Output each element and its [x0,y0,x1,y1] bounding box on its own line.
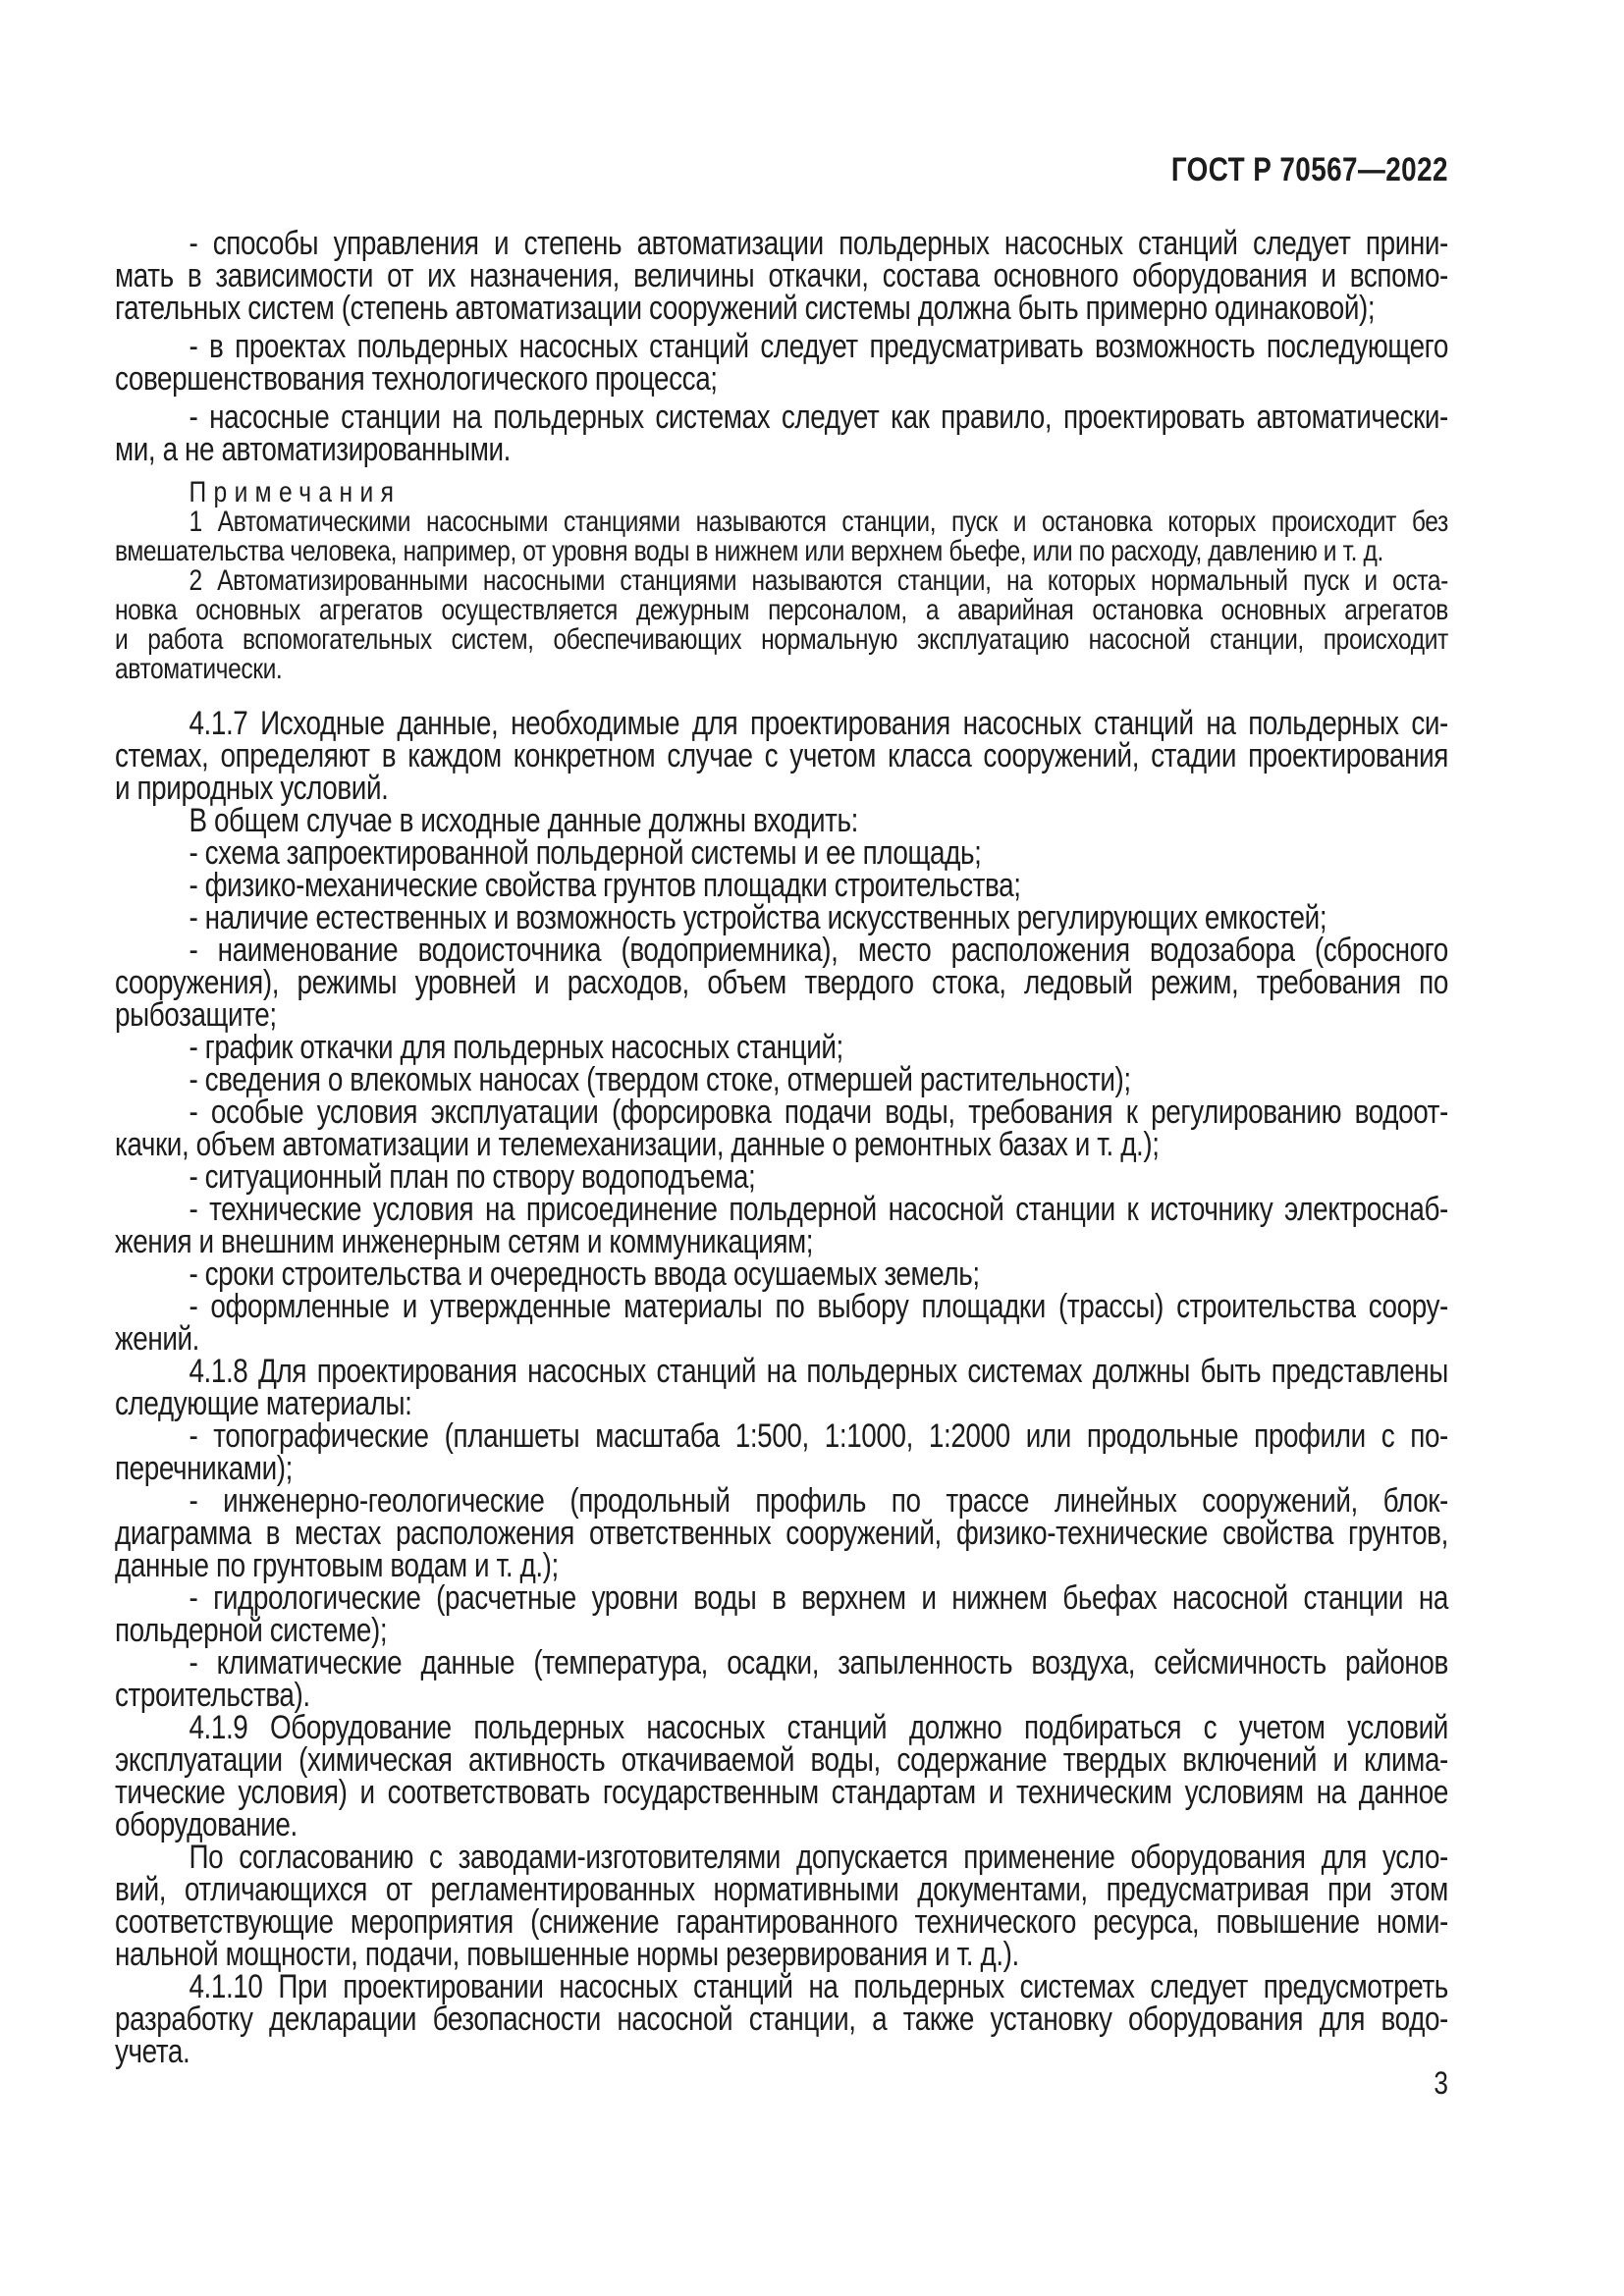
text-line: оборудование. [115,1806,298,1843]
document-content [115,225,1448,2070]
list-item [115,1096,1448,1161]
list-item [115,867,1448,904]
text-line: - технические условия на присоединение польдерной насосной станции к источнику электроснаб- [189,1191,1448,1228]
page-number: 3 [1434,2065,1448,2101]
text-line: ми, а не автоматизированными. [115,431,512,468]
text-line: - насосные станции на польдерных системах следует как правило, проектировать автоматически- [189,399,1448,436]
paragraph [115,1353,1448,1422]
text-line: жений. [115,1320,199,1358]
text-line: - в проектах польдерных насосных станций следует предусматривать возможность последующего [189,328,1448,365]
list-item [115,899,1448,936]
text-line: автоматически. [115,653,283,685]
list-item [115,1417,1448,1487]
text-line: совершенствования технологического процесса; [115,360,718,398]
text-line: - топографические (планшеты масштаба 1:500, 1:1000, 1:2000 или продольные профили с по- [189,1417,1448,1455]
text-line: мать в зависимости от их назначения, величины откачки, состава основного оборудования и вспомо- [115,257,1448,294]
notes-title: Примечания [189,476,402,508]
text-line: стемах, определяют в каждом конкретном случае с учетом класса сооружений, стадии проектирования [115,737,1448,774]
text-line: 2 Автоматизированными насосными станциями называются станции, на которых нормальный пуск и оста- [189,564,1448,597]
paragraph [115,1839,1448,1973]
list-item [115,1255,1448,1293]
list-item [115,1482,1448,1584]
text-line: польдерной системе); [115,1612,388,1649]
list-item [115,1288,1448,1358]
list-item [115,1029,1448,1066]
notes-block [115,478,1448,684]
text-line: данные по грунтовым водам и т. д.); [115,1547,559,1584]
text-line: учета. [115,2033,190,2070]
list-item [115,225,1448,327]
text-line: перечниками); [115,1450,293,1487]
text-line: строительства). [115,1677,310,1714]
paragraph [115,705,1448,807]
list-item [115,934,1448,1032]
text-line: 4.1.9 Оборудование польдерных насосных станций должно подбираться с учетом условий [189,1709,1448,1746]
text-line: и природных условий. [115,770,389,807]
document-sheet [115,0,1448,2101]
text-line: - климатические данные (температура, осадки, запыленность воздуха, сейсмичность районов [189,1644,1448,1682]
text-line: - наименование водоисточника (водоприемника), место расположения водозабора (сбросного [189,932,1448,969]
list-item [115,834,1448,872]
paragraph [115,1709,1448,1843]
list-item [115,1191,1448,1260]
text-line: разработку декларации безопасности насосной станции, а также установку оборудования для водо- [115,2001,1448,2038]
text-line: нальной мощности, подачи, повышенные нормы резервирования и т. д.). [115,1936,1019,1973]
text-line: - гидрологические (расчетные уровни воды в верхнем и нижнем бьефах насосной станции на [189,1579,1448,1617]
text-line: 4.1.10 При проектировании насосных станций на польдерных системах следует предусмотреть [189,1968,1448,2005]
text-line: 1 Автоматическими насосными станциями называются станции, пуск и остановка которых происходит без [189,506,1448,538]
text-line: сооружения), режимы уровней и расходов, объем твердого стока, ледовый режим, требования по [115,964,1448,1001]
text-line: 4.1.8 Для проектирования насосных станций на польдерных системах должны быть представлены [189,1353,1448,1390]
text-line: - сведения о влекомых наносах (твердом стоке, отмершей растительности); [189,1061,1131,1098]
text-line: гательных систем (степень автоматизации сооружений системы должна быть примерно одинаковой); [115,290,1376,327]
list-item [115,328,1448,398]
list-item [115,1644,1448,1714]
list-item [115,1061,1448,1098]
list-item [115,1579,1448,1649]
text-line: и работа вспомогательных систем, обеспечивающих нормальную эксплуатацию насосной станции, происходит [115,623,1448,656]
note-item [115,507,1448,566]
text-line: диаграмма в местах расположения ответственных сооружений, физико-технические свойства грунтов, [115,1515,1448,1552]
text-line: вмешательства человека, например, от уровня воды в нижнем или верхнем бьефе, или по расходу, давлению и т. д. [115,535,1383,567]
text-line: тические условия) и соответствовать государственным стандартам и техническим условиям на данное [115,1774,1448,1811]
paragraph [115,1968,1448,2070]
text-line: новка основных агрегатов осуществляется дежурным персоналом, а аварийная остановка основных агрегатов [115,594,1448,626]
text-line: - особые условия эксплуатации (форсировка подачи воды, требования к регулированию водоот- [189,1094,1448,1131]
text-line: качки, объем автоматизации и телемеханизации, данные о ремонтных базах и т. д.); [115,1126,1160,1163]
text-line: эксплуатации (химическая активность откачиваемой воды, содержание твердых включений и клима- [115,1741,1448,1779]
text-line: - физико-механические свойства грунтов площадки строительства; [189,867,1021,904]
text-line: 4.1.7 Исходные данные, необходимые для проектирования насосных станций на польдерных си- [189,705,1448,742]
text-line: - сроки строительства и очередность ввода осушаемых земель; [189,1255,980,1293]
text-line: рыбозащите; [115,996,277,1034]
doc-number: ГОСТ Р 70567—2022 [1170,151,1448,188]
list-item [115,1158,1448,1196]
text-line: - ситуационный план по створу водоподъема; [189,1158,756,1196]
text-line: - схема запроектированной польдерной системы и ее площадь; [189,834,982,872]
text-line: - график откачки для польдерных насосных станций; [189,1029,843,1066]
text-line: По согласованию с заводами-изготовителями допускается применение оборудования для усло- [189,1839,1448,1876]
paragraph [115,802,1448,839]
text-line: - инженерно-геологические (продольный профиль по трассе линейных сооружений, блок- [189,1482,1448,1520]
list-item [115,401,1448,466]
text-line: - способы управления и степень автоматизации польдерных насосных станций следует прини- [189,225,1448,262]
text-line: жения и внешним инженерным сетям и коммуникациям; [115,1223,814,1260]
clauses-block [115,705,1448,2070]
list-continuation-block [115,225,1448,468]
text-line: соответствующие мероприятия (снижение гарантированного технического ресурса, повышение номи- [115,1903,1448,1941]
text-line: следующие материалы: [115,1385,412,1422]
text-line: вий, отличающихся от регламентированных нормативными документами, предусматривая при этом [115,1871,1448,1908]
text-line: - наличие естественных и возможность устройства искусственных регулирующих емкостей; [189,899,1327,936]
note-item [115,566,1448,684]
text-line: - оформленные и утвержденные материалы по выбору площадки (трассы) строительства соору- [189,1288,1448,1325]
text-line: В общем случае в исходные данные должны входить: [189,802,858,839]
